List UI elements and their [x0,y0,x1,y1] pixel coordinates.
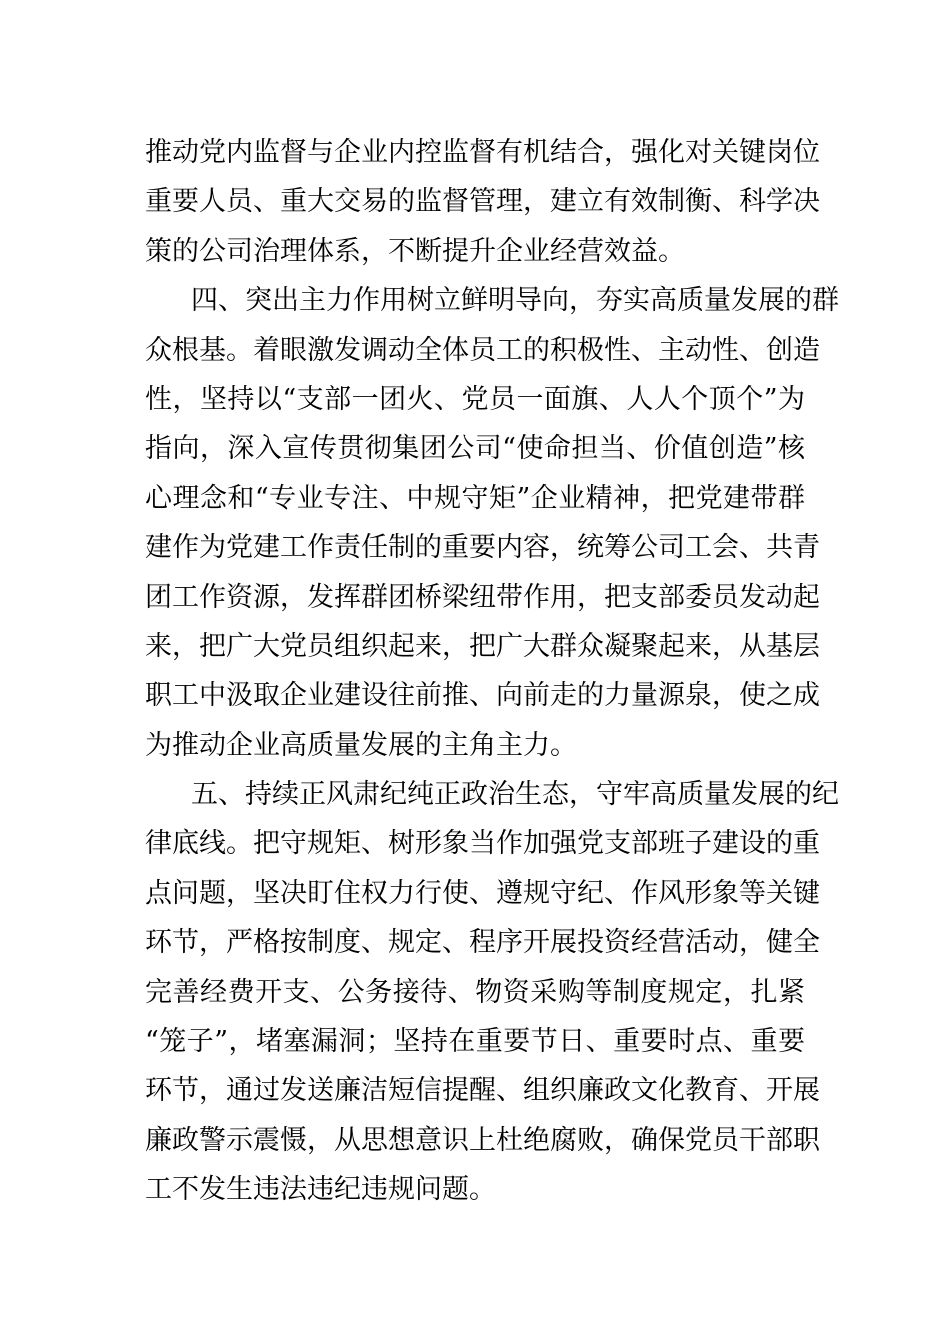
text-line: “笼子”，堵塞漏洞；坚持在重要节日、重要时点、重要 [145,1026,805,1058]
text-line: 来，把广大党员组织起来，把广大群众凝聚起来，从基层 [145,630,820,662]
text-line: 重要人员、重大交易的监督管理，建立有效制衡、科学决 [145,186,820,218]
text-line: 环节，严格按制度、规定、程序开展投资经营活动，健全 [145,927,820,959]
text-line: 为推动企业高质量发展的主角主力。 [145,729,577,761]
document-body [145,128,839,1215]
text-line: 廉政警示震慑，从思想意识上杜绝腐败，确保党员干部职 [145,1124,820,1156]
text-line: 心理念和“专业专注、中规守矩”企业精神，把党建带群 [145,482,805,514]
text-line: 五、持续正风肃纪纯正政治生态，守牢高质量发展的纪 [191,779,839,811]
text-line: 点问题，坚决盯住权力行使、遵规守纪、作风形象等关键 [145,877,820,909]
text-line: 职工中汲取企业建设往前推、向前走的力量源泉，使之成 [145,680,820,712]
text-line: 策的公司治理体系，不断提升企业经营效益。 [145,235,685,267]
paragraph-3 [145,770,839,1215]
text-line: 指向，深入宣传贯彻集团公司“使命担当、价值创造”核 [145,433,805,465]
text-line: 性，坚持以“支部一团火、党员一面旗、人人个顶个”为 [145,383,805,415]
text-line: 环节，通过发送廉洁短信提醒、组织廉政文化教育、开展 [145,1075,820,1107]
text-line: 团工作资源，发挥群团桥梁纽带作用，把支部委员发动起 [145,581,820,613]
text-line: 完善经费开支、公务接待、物资采购等制度规定，扎紧 [145,976,805,1008]
text-line: 四、突出主力作用树立鲜明导向，夯实高质量发展的群 [191,285,839,317]
text-line: 律底线。把守规矩、树形象当作加强党支部班子建设的重 [145,828,820,860]
text-line: 工不发生违法违纪违规问题。 [145,1174,496,1206]
paragraph-1 [145,128,820,276]
text-line: 众根基。着眼激发调动全体员工的积极性、主动性、创造 [145,334,820,366]
text-line: 建作为党建工作责任制的重要内容，统筹公司工会、共青 [145,532,820,564]
text-line: 推动党内监督与企业内控监督有机结合，强化对关键岗位 [145,137,820,168]
paragraph-2 [145,276,839,770]
